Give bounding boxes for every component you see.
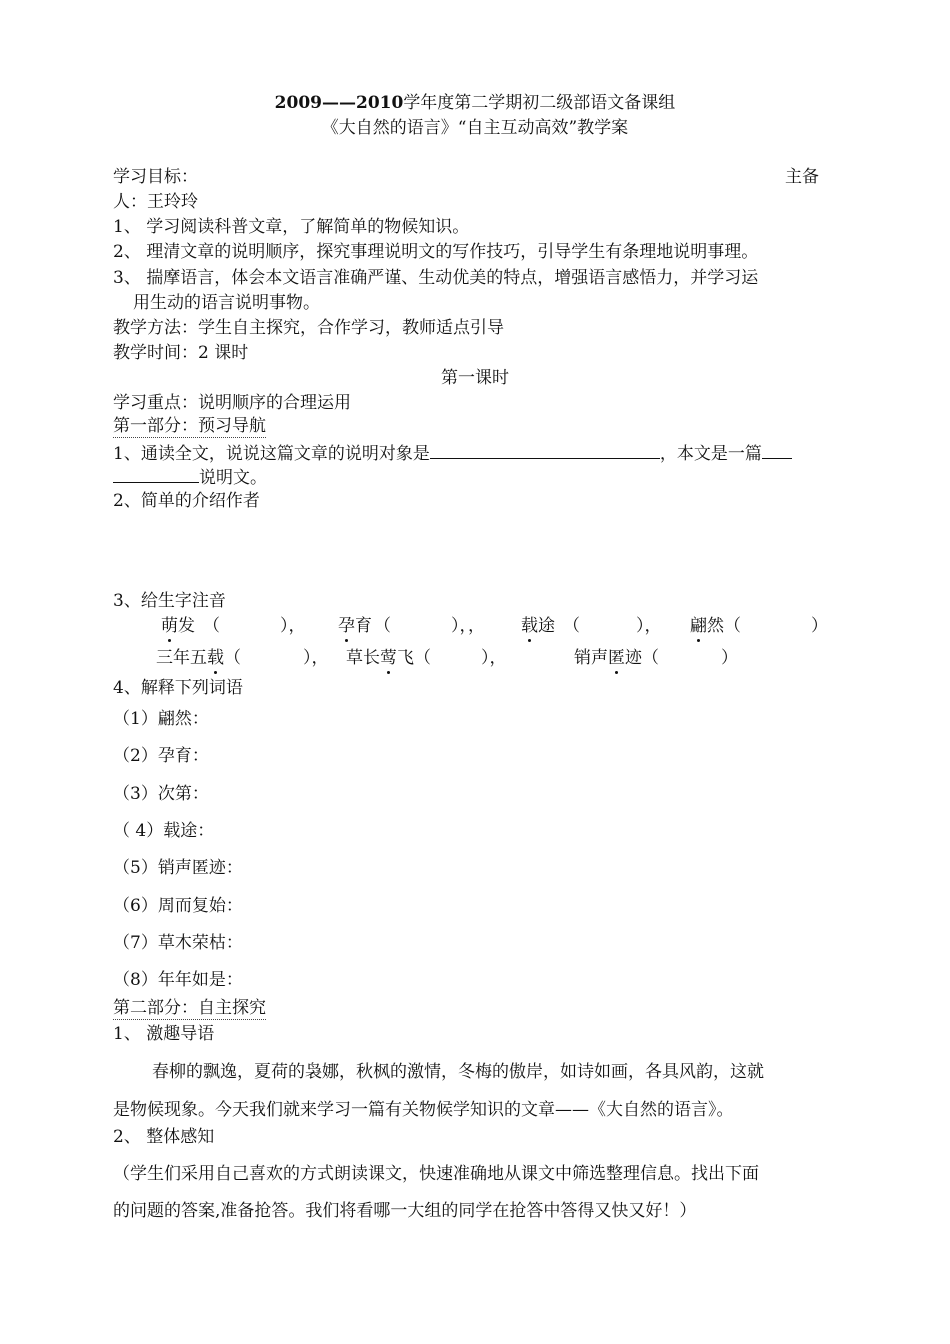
paren-open: （ — [203, 616, 220, 636]
paren-open: （ — [414, 648, 431, 668]
objectives-label: 学习目标： — [113, 167, 198, 187]
paragraph-line: 春柳的飘逸，夏荷的袅娜，秋枫的激情，冬梅的傲岸，如诗如画，各具风韵，这就 — [152, 1062, 764, 1082]
char: 飞 — [397, 648, 414, 668]
paren-close: ）， — [636, 616, 662, 636]
char: 育 — [355, 616, 372, 636]
question-1-text: 1、通读全文，说说这篇文章的说明对象是 — [113, 444, 430, 464]
dotted-char: 载 — [521, 616, 538, 636]
subsection-1: 1、 激趣导语 — [113, 1024, 215, 1044]
paren-open: （ — [642, 648, 659, 668]
term-item: （7）草木荣枯： — [113, 933, 243, 953]
question-3: 3、给生字注音 — [113, 591, 226, 611]
objective-item: 3、 揣摩语言，体会本文语言准确严谨、生动优美的特点，增强语言感悟力，并学习运 — [113, 268, 759, 288]
question-1-line — [113, 442, 792, 464]
answer-blank[interactable] — [762, 442, 792, 459]
dotted-char: 翩 — [690, 616, 707, 636]
dotted-char: 载 — [207, 648, 224, 668]
host-label: 主备 — [785, 167, 819, 187]
page-subtitle: 《大自然的语言》“自主互动高效”教学案 — [321, 118, 629, 138]
answer-blank[interactable] — [430, 442, 660, 459]
dotted-char: 匿 — [608, 648, 625, 668]
paren-close: ）， — [303, 648, 329, 668]
objective-item: 1、 学习阅读科普文章，了解简单的物候知识。 — [113, 217, 470, 237]
objective-item: 2、 理清文章的说明顺序，探究事理说明文的写作技巧，引导学生有条理地说明事理。 — [113, 242, 759, 262]
term-item: （1）翩然： — [113, 709, 209, 729]
paragraph-line: （学生们采用自己喜欢的方式朗读课文，快速准确地从课文中筛选整理信息。找出下面 — [113, 1164, 759, 1184]
char: 途 — [538, 616, 555, 636]
term-item: （8）年年如是： — [113, 970, 243, 990]
term-item: （6）周而复始： — [113, 896, 243, 916]
pinyin-item — [574, 648, 738, 668]
page-title — [0, 93, 950, 113]
question-1-text-c: 说明文。 — [199, 468, 267, 488]
pinyin-item — [156, 648, 329, 668]
question-1-cont — [113, 466, 267, 488]
answer-blank[interactable] — [113, 466, 199, 483]
char: 发 — [178, 616, 195, 636]
subsection-2: 2、 整体感知 — [113, 1127, 215, 1147]
paragraph-line: 的问题的答案,准备抢答。我们将看哪一大组的同学在抢答中答得又快又好！） — [113, 1201, 697, 1221]
term-item: （3）次第： — [113, 784, 209, 804]
paren-open: （ — [563, 616, 580, 636]
term-item: （2）孕育： — [113, 746, 209, 766]
term-item: （ 4）载途： — [113, 821, 215, 841]
key-focus: 学习重点：说明顺序的合理运用 — [113, 393, 351, 413]
paren-close: ） — [811, 616, 828, 636]
teaching-method: 教学方法：学生自主探究，合作学习，教师适点引导 — [113, 318, 504, 338]
paren-open: （ — [374, 616, 391, 636]
objective-item: 用生动的语言说明事物。 — [133, 293, 320, 313]
paren-close: ）， — [280, 616, 306, 636]
paren-close: ） — [721, 648, 738, 668]
char: 迹 — [625, 648, 642, 668]
char: 草长 — [346, 648, 380, 668]
dotted-char: 莺 — [380, 648, 397, 668]
teaching-time: 教学时间：2 课时 — [113, 343, 249, 363]
char: 然 — [707, 616, 724, 636]
paren-open: （ — [724, 616, 741, 636]
title-year: 2009——2010 — [274, 93, 404, 113]
pinyin-item — [521, 616, 662, 636]
title-rest: 学年度第二学期初二级部语文备课组 — [403, 93, 676, 113]
dotted-char: 孕 — [338, 616, 355, 636]
section-heading-part2: 第二部分：自主探究 — [113, 998, 266, 1018]
question-2: 2、简单的介绍作者 — [113, 491, 260, 511]
paren-close: ），， — [451, 616, 485, 636]
char: 三年五 — [156, 648, 207, 668]
host-name: 人：王玲玲 — [113, 192, 198, 212]
paren-open: （ — [224, 648, 241, 668]
pinyin-item — [161, 616, 306, 636]
section-heading-part1: 第一部分：预习导航 — [113, 416, 266, 436]
question-1-text-b: ，本文是一篇 — [659, 444, 762, 464]
dotted-char: 萌 — [161, 616, 178, 636]
term-item: （5）销声匿迹： — [113, 858, 243, 878]
pinyin-item — [690, 616, 828, 636]
lesson-heading: 第一课时 — [441, 368, 509, 388]
pinyin-item — [338, 616, 485, 636]
pinyin-item — [346, 648, 507, 668]
char: 销声 — [574, 648, 608, 668]
question-4: 4、解释下列词语 — [113, 678, 243, 698]
paren-close: ）， — [481, 648, 507, 668]
paragraph-line: 是物候现象。今天我们就来学习一篇有关物候学知识的文章——《大自然的语言》。 — [113, 1100, 734, 1120]
